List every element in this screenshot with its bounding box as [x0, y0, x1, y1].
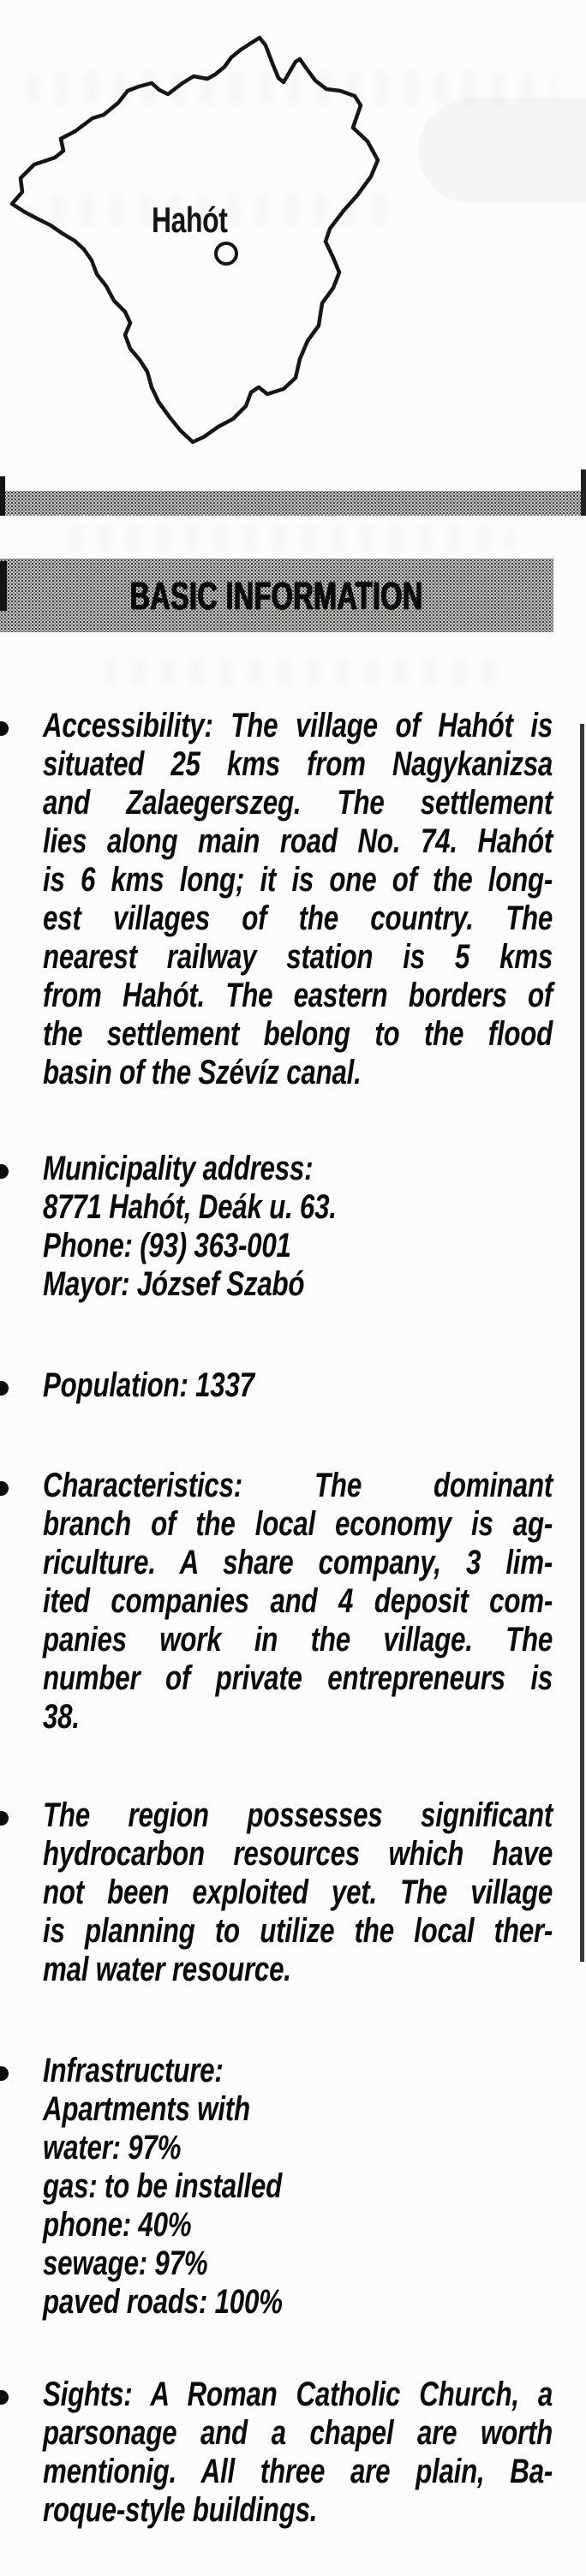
- text-line: Mayor: József Szabó: [43, 1265, 305, 1303]
- text-line: Phone: (93) 363-001: [43, 1227, 291, 1264]
- text-line: lies along main road No. 74. Hahót: [43, 822, 553, 860]
- text-line: phone: 40%: [43, 2206, 192, 2244]
- bleed-through-ghost: [69, 524, 514, 553]
- text-line: Sights: A Roman Catholic Church, a: [43, 2376, 553, 2413]
- bullet-icon: [0, 721, 9, 736]
- text-line: est villages of the country. The: [43, 900, 553, 937]
- text-line: panies work in the village. The: [43, 1621, 553, 1659]
- section-title: BASIC INFORMATION: [129, 573, 424, 618]
- text-line: is 6 kms long; it is one of the long-: [43, 861, 553, 899]
- text-line: Apartments with: [43, 2090, 250, 2128]
- bullet-icon: [0, 1811, 9, 1826]
- text-line: gas: to be installed: [43, 2167, 282, 2205]
- scan-edge-mark: [581, 469, 586, 516]
- bullet-paragraph-infrastructure: [43, 2052, 553, 2322]
- bullet-icon: [0, 1381, 9, 1396]
- scan-edge-line: [580, 724, 584, 1962]
- text-line: 8771 Hahót, Deák u. 63.: [43, 1188, 337, 1226]
- bullet-paragraph-sights: [43, 2376, 553, 2530]
- map-village-label: Hahót: [152, 200, 228, 240]
- text-line: the settlement belong to the flood: [43, 1015, 553, 1053]
- bleed-through-ghost: [26, 72, 557, 105]
- text-line: Characteristics: The dominant: [43, 1467, 553, 1504]
- bleed-through-ghost: [103, 658, 497, 687]
- text-line: Population: 1337: [43, 1366, 254, 1404]
- text-line: Infrastructure:: [43, 2052, 224, 2089]
- text-line: riculture. A share company, 3 lim-: [43, 1544, 553, 1581]
- text-line: hydrocarbon resources which have: [43, 1835, 553, 1873]
- text-line: ited companies and 4 deposit com-: [43, 1582, 553, 1620]
- text-line: basin of the Szévíz canal.: [43, 1054, 362, 1091]
- bullet-paragraph-accessibility: [43, 707, 553, 1092]
- text-line: water: 97%: [43, 2129, 182, 2167]
- text-line: Accessibility: The village of Hahót is: [43, 707, 553, 744]
- bullet-paragraph-municipality: [43, 1150, 553, 1304]
- text-line: paved roads: 100%: [43, 2283, 283, 2321]
- text-line: 38.: [43, 1698, 80, 1736]
- bullet-paragraph-region: [43, 1796, 553, 1989]
- text-line: sewage: 97%: [43, 2244, 208, 2282]
- text-line: number of private entrepreneurs is: [43, 1659, 553, 1697]
- bullet-icon: [0, 1164, 9, 1179]
- bullet-icon: [0, 1481, 9, 1496]
- bleed-through-ghost: [51, 194, 394, 224]
- text-line: situated 25 kms from Nagykanizsa: [43, 745, 553, 783]
- text-line: The region possesses significant: [43, 1796, 553, 1834]
- text-column: [43, 0, 553, 2576]
- text-line: nearest railway station is 5 kms: [43, 938, 553, 976]
- bullet-icon: [0, 2066, 9, 2081]
- bullet-paragraph-population: [43, 1366, 553, 1405]
- bullet-paragraph-characteristics: [43, 1467, 553, 1736]
- scan-edge-mark: [0, 561, 7, 611]
- bullet-icon: [0, 2390, 9, 2405]
- text-line: is planning to utilize the local ther-: [43, 1912, 553, 1950]
- text-line: parsonage and a chapel are worth: [43, 2414, 553, 2452]
- scan-edge-mark: [0, 476, 5, 516]
- text-line: roque-style buildings.: [43, 2491, 318, 2529]
- text-line: branch of the local economy is ag-: [43, 1505, 553, 1543]
- text-line: not been exploited yet. The village: [43, 1874, 553, 1911]
- text-line: and Zalaegerszeg. The settlement: [43, 784, 553, 822]
- text-line: mentionig. All three are plain, Ba-: [43, 2453, 553, 2490]
- text-line: from Hahót. The eastern borders of: [43, 977, 553, 1014]
- text-line: Municipality address:: [43, 1150, 314, 1187]
- text-line: mal water resource.: [43, 1951, 291, 1988]
